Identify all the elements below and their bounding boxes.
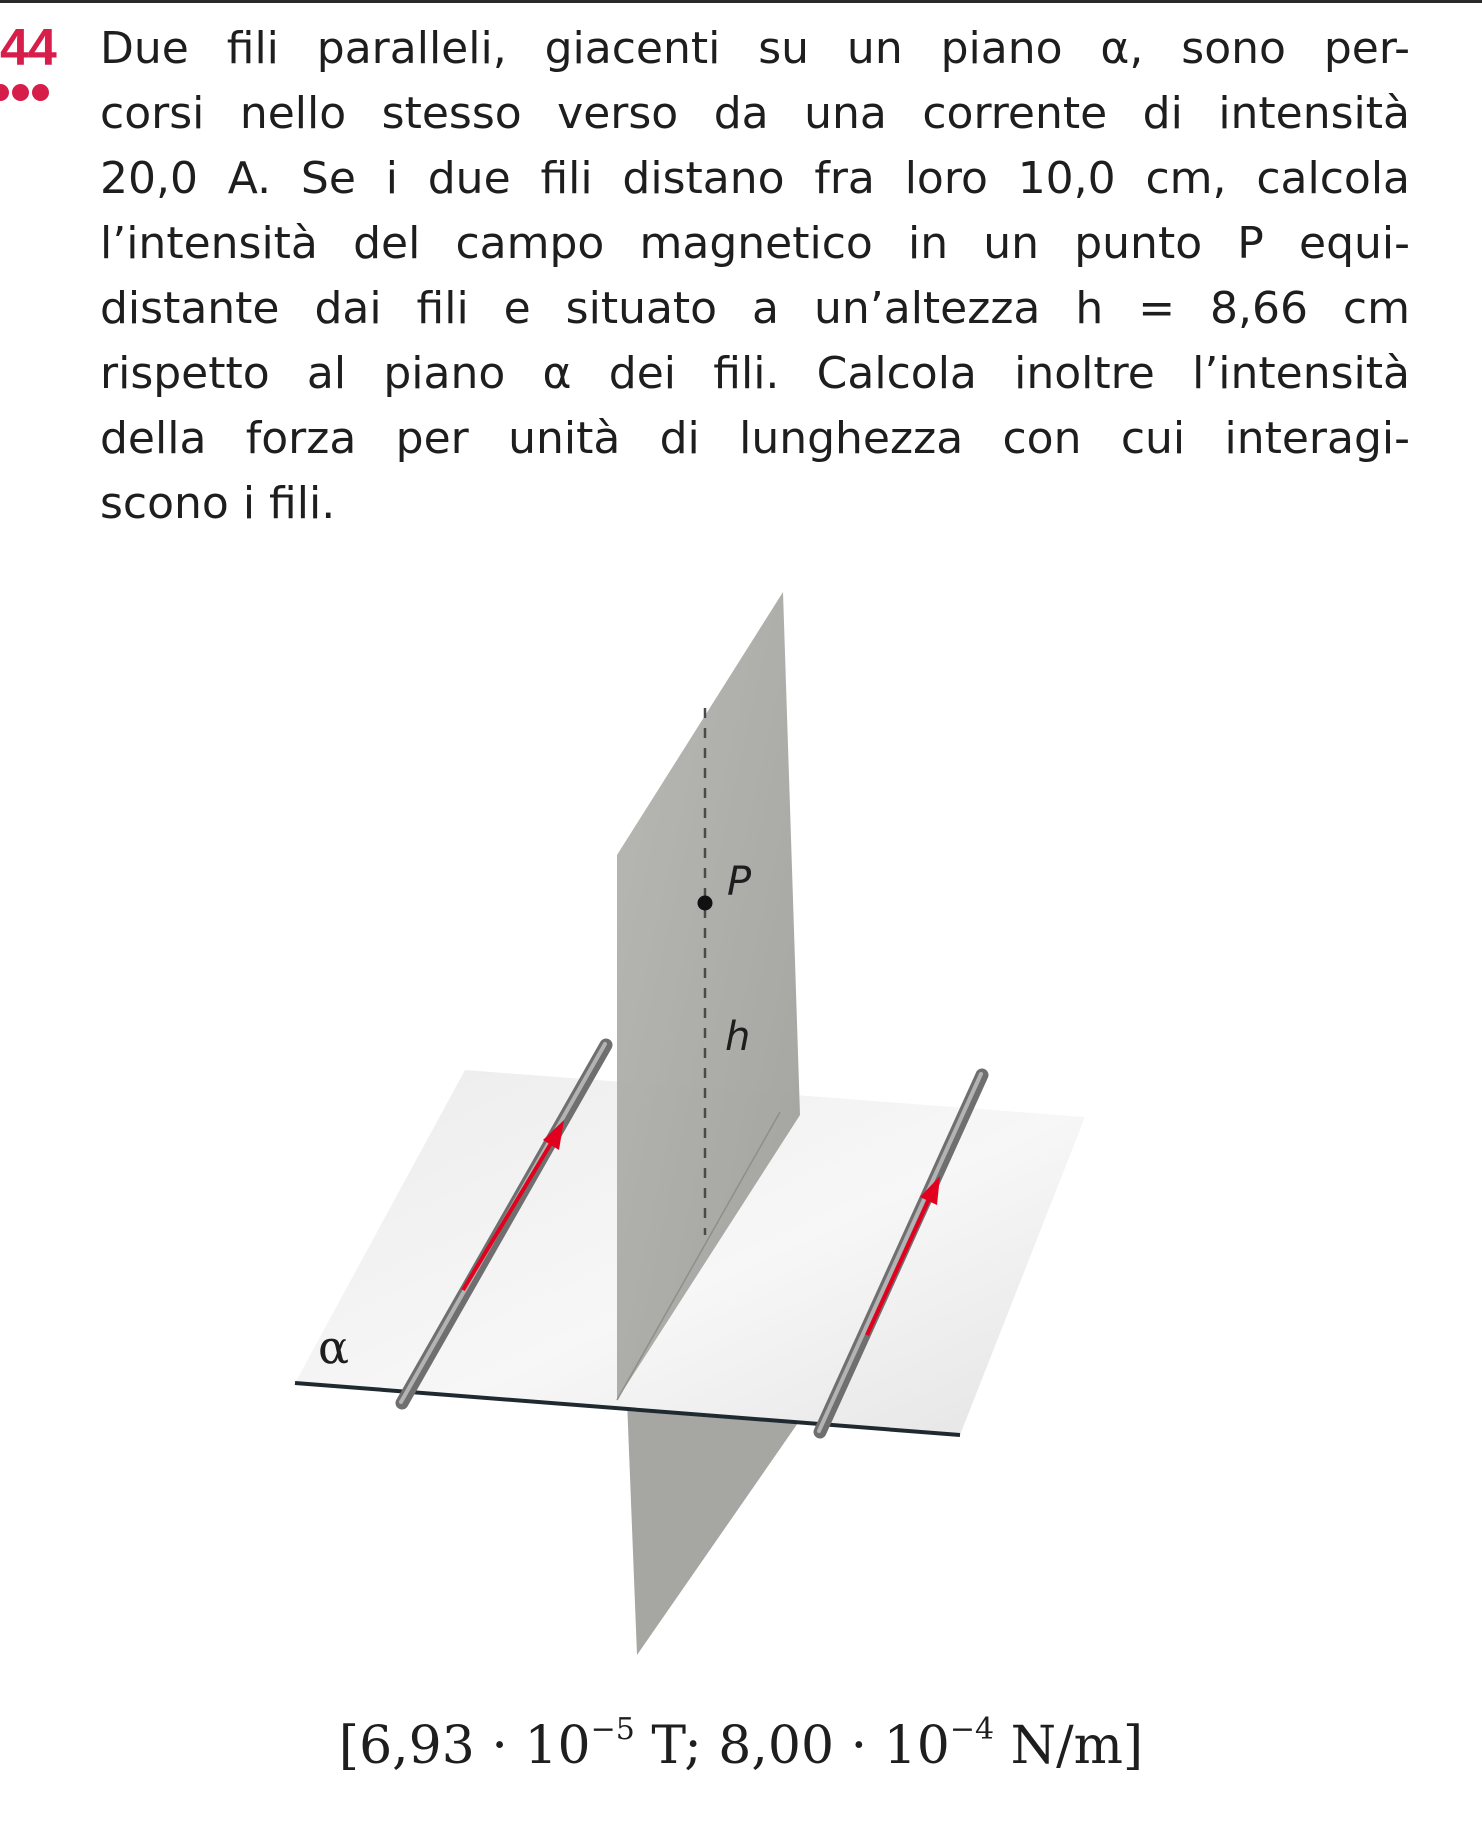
exercise-number: 44 — [0, 19, 56, 77]
problem-line: rispetto al piano α dei fili. Calcola inoltre l’intensità — [100, 348, 1410, 399]
difficulty-dot — [0, 84, 9, 101]
answer-field-exponent: −5 — [590, 1712, 635, 1747]
answer-force-unit: N/m — [1010, 1716, 1123, 1776]
answer-close-bracket: ] — [1122, 1716, 1144, 1776]
height-label: h — [725, 1014, 751, 1060]
answer-force-mantissa: 8,00 — [718, 1716, 835, 1776]
wires-figure — [0, 560, 1482, 1660]
problem-line: della forza per unità di lunghezza con cui interagi- — [100, 413, 1410, 464]
answer-open-bracket: [ — [338, 1716, 360, 1776]
answer-times: · — [491, 1716, 508, 1776]
difficulty-dot — [32, 84, 49, 101]
problem-line: Due fili paralleli, giacenti su un piano α, sono per- — [100, 23, 1410, 74]
answer-base: 10 — [524, 1716, 591, 1776]
plane-alpha-label: α — [318, 1320, 350, 1374]
top-rule — [0, 0, 1482, 3]
answer-field-mantissa: 6,93 — [359, 1716, 475, 1776]
answer-times: · — [850, 1716, 868, 1776]
answer-base: 10 — [883, 1716, 950, 1776]
point-p-dot — [698, 896, 713, 911]
difficulty-dot — [12, 84, 29, 101]
problem-line: distante dai fili e situato a un’altezza h = 8,66 cm — [100, 283, 1410, 334]
problem-line: corsi nello stesso verso da una corrente di intensità — [100, 88, 1410, 139]
difficulty-indicator — [0, 84, 49, 101]
point-p-label: P — [727, 859, 752, 905]
problem-statement — [100, 16, 1410, 536]
problem-line: l’intensità del campo magnetico in un punto P equi- — [100, 218, 1410, 269]
answer-force-exponent: −4 — [949, 1712, 995, 1747]
problem-line: scono i fili. — [100, 478, 336, 529]
answer-field-unit: T — [651, 1716, 685, 1776]
answer-separator: ; — [684, 1716, 702, 1776]
problem-line: 20,0 A. Se i due fili distano fra loro 10,0 cm, calcola — [100, 153, 1410, 204]
answer-key — [0, 1712, 1482, 1776]
